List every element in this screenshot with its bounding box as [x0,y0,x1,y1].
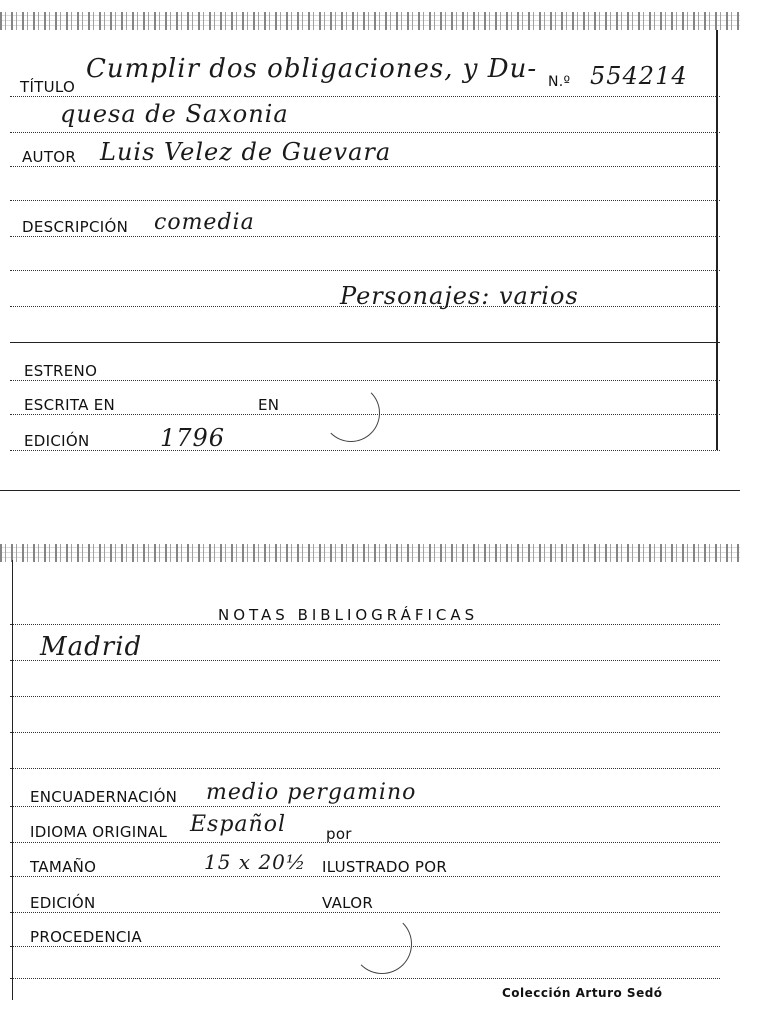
rule [10,978,720,979]
idioma-value: Español [190,812,286,837]
card-torn-edge [0,12,740,30]
rule [10,876,720,877]
card-right-border [716,30,718,450]
rule [10,200,720,201]
encuadernacion-value: medio pergamino [206,780,417,805]
numero-label: N.º [548,74,571,90]
valor-label: VALOR [322,894,374,912]
card-torn-edge [0,544,740,562]
en-label: EN [258,396,280,414]
titulo-value: Cumplir dos obligaciones, y Du- [86,54,538,84]
rule [10,132,720,133]
titulo-label: TÍTULO [20,78,76,96]
notas-title: NOTAS BIBLIOGRÁFICAS [218,606,479,624]
rule [10,806,720,807]
card-bottom-edge [0,490,740,491]
rule [10,696,720,697]
rule [10,380,720,381]
ilustrado-label: ILUSTRADO POR [322,858,448,876]
rule [10,96,720,97]
rule [10,270,720,271]
autor-label: AUTOR [22,148,77,166]
rule [10,912,720,913]
personajes-value: Personajes: varios [340,282,579,310]
collection-credit: Colección Arturo Sedó [502,986,663,1000]
tamano-label: TAMAÑO [30,858,97,876]
numero-value: 554214 [590,62,688,90]
rule [10,342,720,343]
encuadernacion-label: ENCUADERNACIÓN [30,788,178,806]
descripcion-label: DESCRIPCIÓN [22,218,129,236]
por-label: por [326,825,352,843]
card-left-border [12,560,13,1000]
rule [10,166,720,167]
edicion-label: EDICIÓN [24,432,90,450]
rule [10,624,720,625]
rule [10,236,720,237]
descripcion-value: comedia [154,210,255,235]
edicion-value: 1796 [160,424,226,452]
edicion-label-back: EDICIÓN [30,894,96,912]
rule [10,450,720,451]
titulo-value-continued: quesa de Saxonia [60,100,289,128]
procedencia-label: PROCEDENCIA [30,928,142,946]
rule [10,842,720,843]
rule [10,768,720,769]
rule [10,306,720,307]
idioma-label: IDIOMA ORIGINAL [30,823,168,841]
rule [10,660,720,661]
notas-value: Madrid [40,632,143,662]
catalog-card-front [0,0,759,500]
rule [10,732,720,733]
library-stamp [322,384,380,442]
estreno-label: ESTRENO [24,362,98,380]
tamano-value: 15 x 20½ [204,850,307,874]
library-stamp [352,914,412,974]
catalog-card-back [0,540,759,1020]
autor-value: Luis Velez de Guevara [100,138,392,166]
escrita-en-label: ESCRITA EN [24,396,116,414]
